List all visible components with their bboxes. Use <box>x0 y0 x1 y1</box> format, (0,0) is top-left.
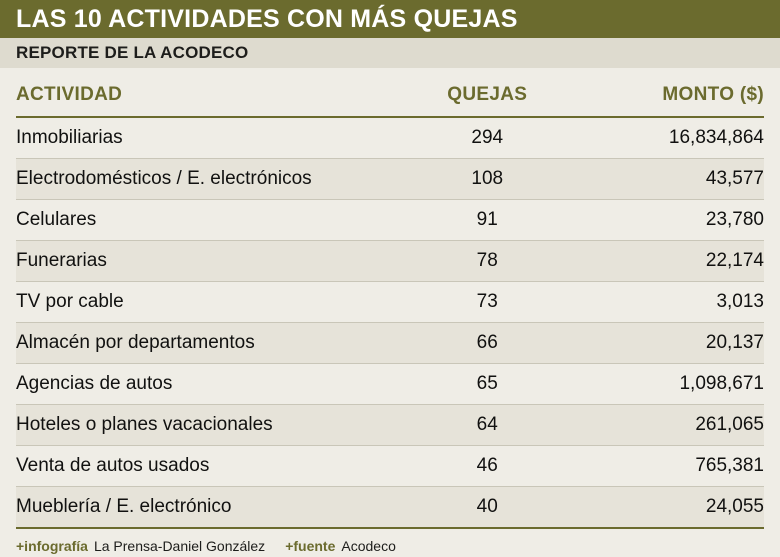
complaints-table <box>16 68 764 529</box>
cell-quejas: 73 <box>405 282 570 323</box>
cell-quejas: 66 <box>405 323 570 364</box>
table-body <box>16 117 764 528</box>
cell-quejas: 64 <box>405 405 570 446</box>
cell-monto: 1,098,671 <box>570 364 764 405</box>
table-row <box>16 159 764 200</box>
table-row <box>16 117 764 159</box>
page-subtitle: REPORTE DE LA ACODECO <box>16 43 249 62</box>
cell-quejas: 108 <box>405 159 570 200</box>
subtitle-bar <box>0 38 780 68</box>
cell-actividad: Inmobiliarias <box>16 117 405 159</box>
table-row <box>16 241 764 282</box>
cell-quejas: 78 <box>405 241 570 282</box>
table-row <box>16 364 764 405</box>
cell-monto: 24,055 <box>570 487 764 529</box>
table-header <box>16 68 764 117</box>
table-row <box>16 323 764 364</box>
credit-fuente-label: +fuente <box>285 538 336 554</box>
cell-quejas: 46 <box>405 446 570 487</box>
credits <box>0 529 780 554</box>
cell-monto: 23,780 <box>570 200 764 241</box>
cell-monto: 16,834,864 <box>570 117 764 159</box>
title-bar <box>0 0 780 38</box>
cell-monto: 22,174 <box>570 241 764 282</box>
cell-actividad: Almacén por departamentos <box>16 323 405 364</box>
cell-quejas: 91 <box>405 200 570 241</box>
cell-actividad: Funerarias <box>16 241 405 282</box>
cell-quejas: 40 <box>405 487 570 529</box>
cell-monto: 261,065 <box>570 405 764 446</box>
table-row <box>16 282 764 323</box>
cell-actividad: TV por cable <box>16 282 405 323</box>
table-row <box>16 446 764 487</box>
cell-monto: 43,577 <box>570 159 764 200</box>
cell-monto: 765,381 <box>570 446 764 487</box>
table-container <box>0 68 780 529</box>
column-header-actividad: ACTIVIDAD <box>16 68 405 117</box>
table-header-row <box>16 68 764 117</box>
column-header-quejas: QUEJAS <box>405 68 570 117</box>
page-title: LAS 10 ACTIVIDADES CON MÁS QUEJAS <box>16 4 518 33</box>
credit-infografia-value: La Prensa-Daniel González <box>93 538 266 554</box>
cell-quejas: 65 <box>405 364 570 405</box>
cell-monto: 20,137 <box>570 323 764 364</box>
cell-actividad: Agencias de autos <box>16 364 405 405</box>
table-row <box>16 200 764 241</box>
cell-monto: 3,013 <box>570 282 764 323</box>
table-row <box>16 405 764 446</box>
column-header-monto: MONTO ($) <box>570 68 764 117</box>
credit-infografia-label: +infografía <box>16 538 88 554</box>
credit-fuente-value: Acodeco <box>341 538 396 554</box>
cell-quejas: 294 <box>405 117 570 159</box>
table-row <box>16 487 764 529</box>
cell-actividad: Venta de autos usados <box>16 446 405 487</box>
cell-actividad: Hoteles o planes vacacionales <box>16 405 405 446</box>
cell-actividad: Celulares <box>16 200 405 241</box>
cell-actividad: Electrodomésticos / E. electrónicos <box>16 159 405 200</box>
cell-actividad: Mueblería / E. electrónico <box>16 487 405 529</box>
